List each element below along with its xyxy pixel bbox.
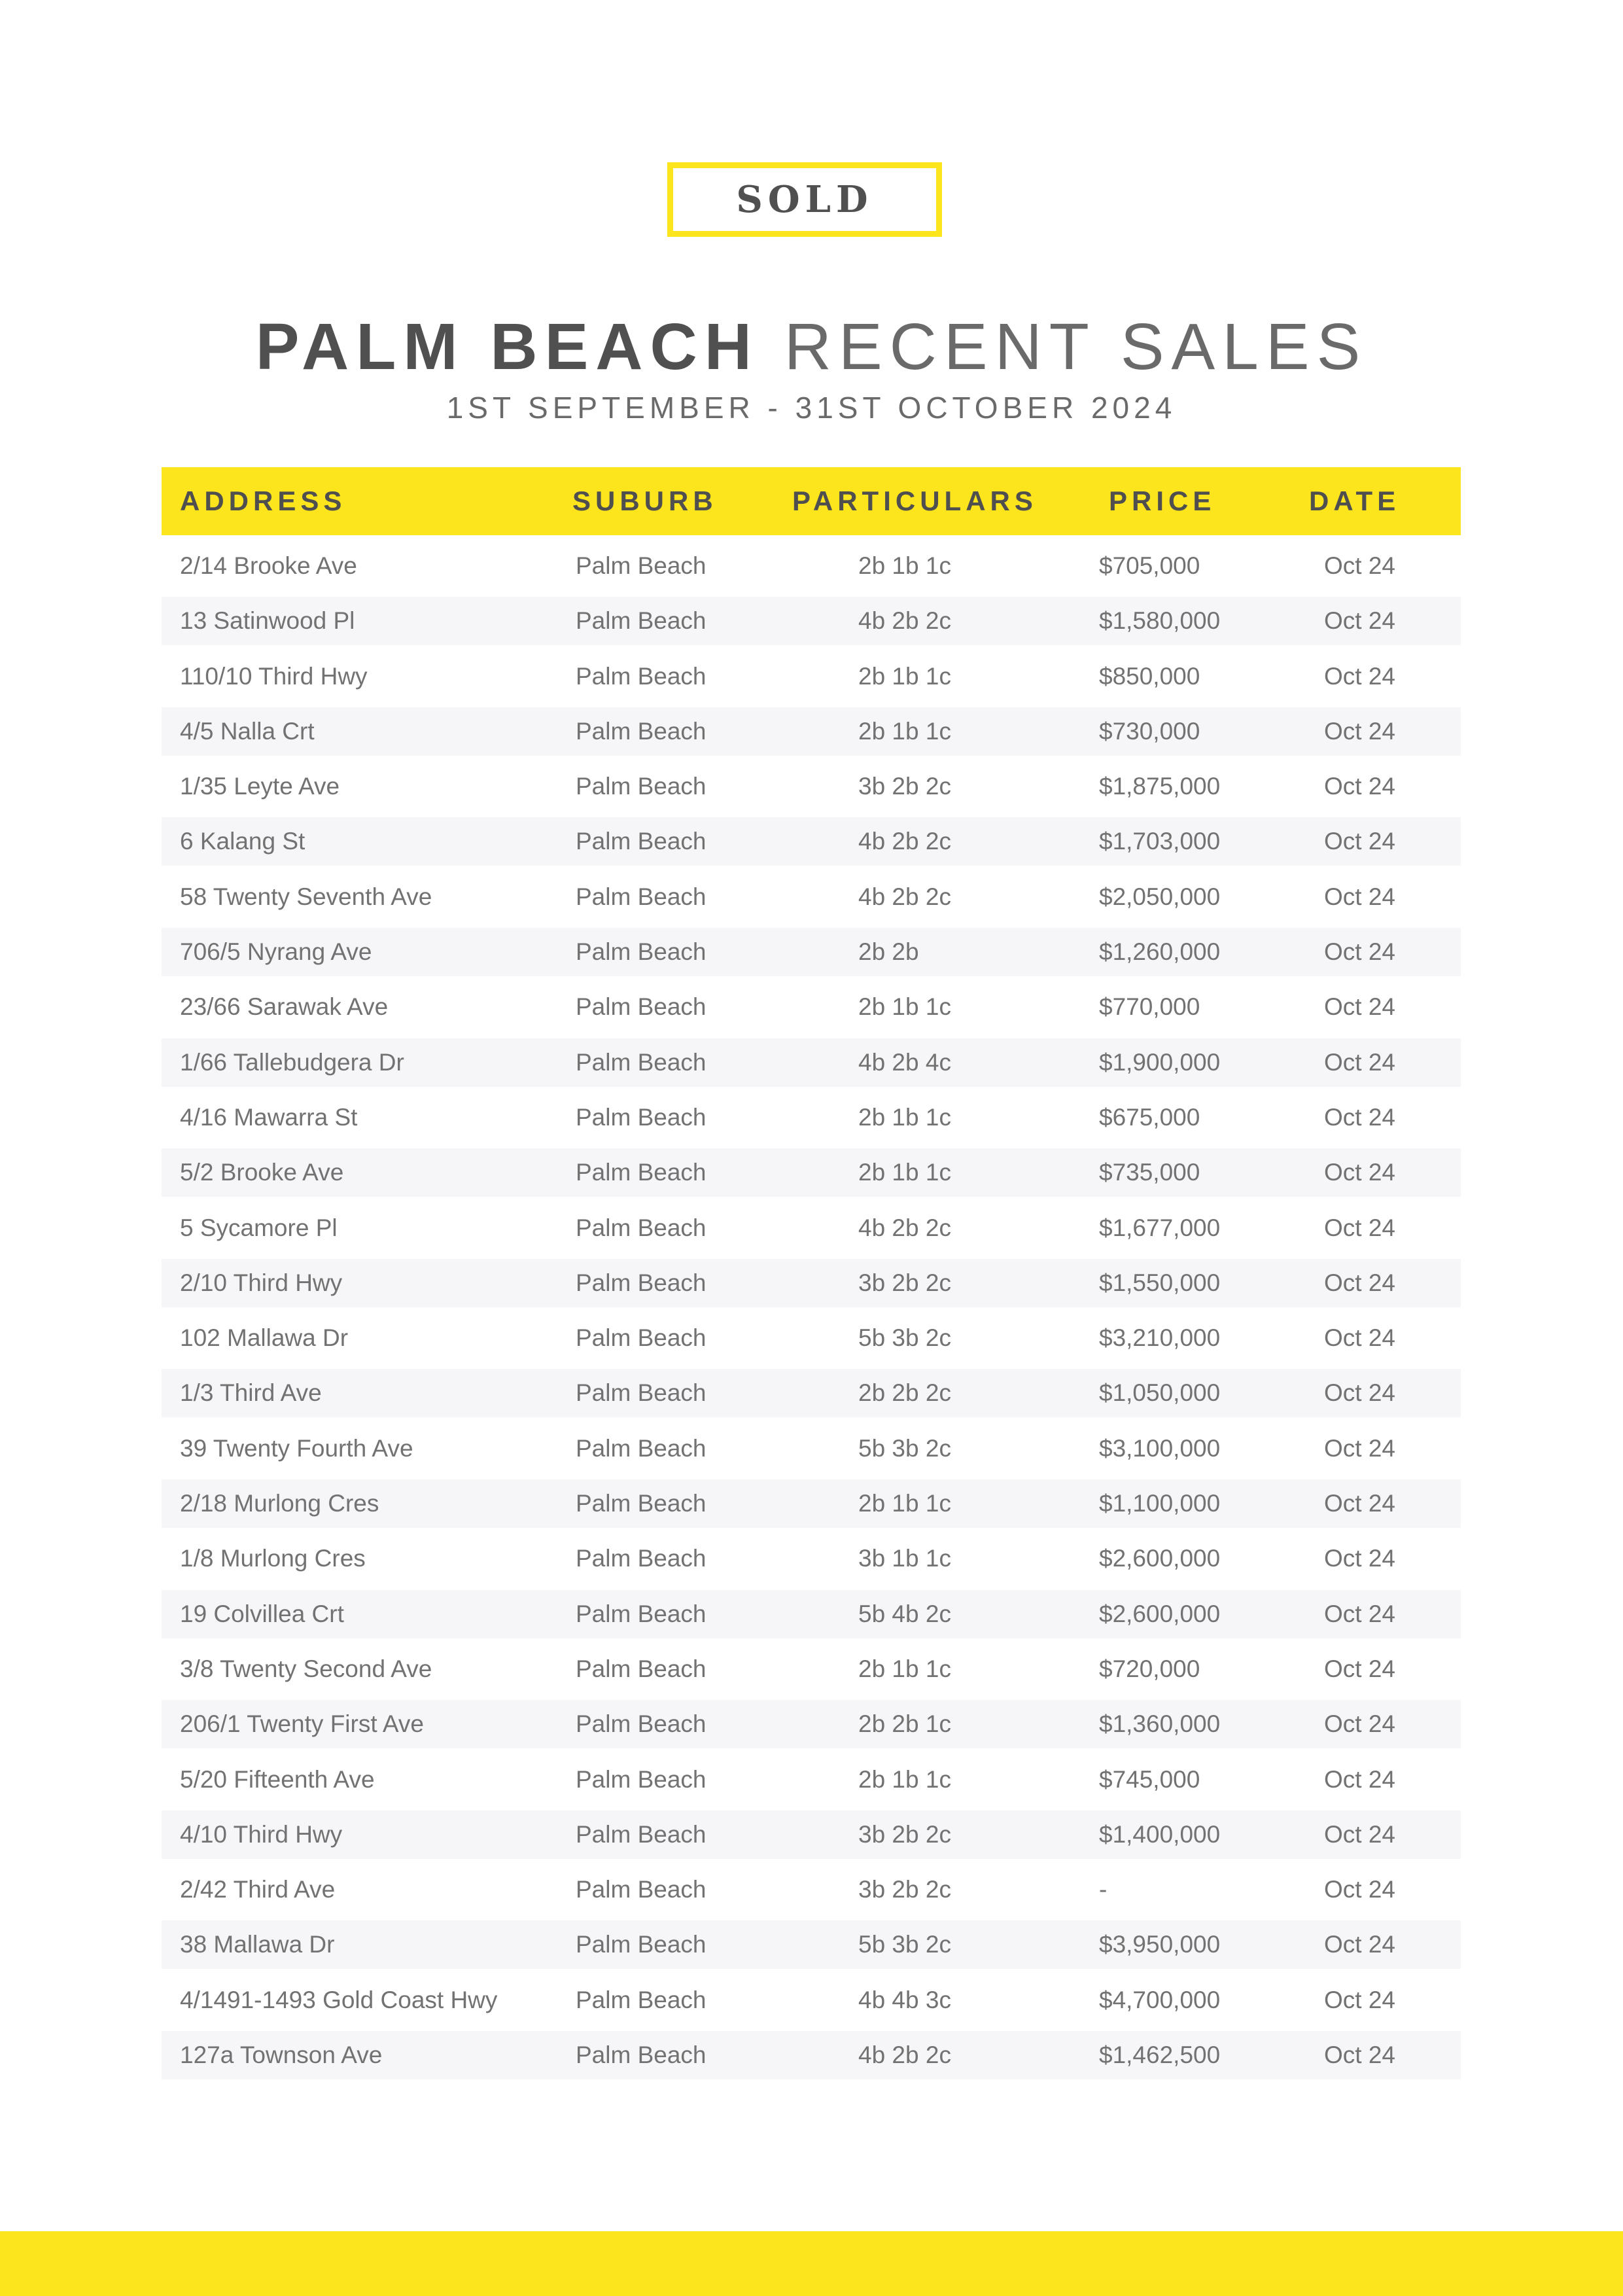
table-row bbox=[162, 762, 1461, 811]
suburb-cell: Palm Beach bbox=[576, 662, 707, 690]
address-cell: 206/1 Twenty First Ave bbox=[180, 1710, 424, 1738]
table-row bbox=[162, 1645, 1461, 1693]
price-cell: $735,000 bbox=[1099, 1159, 1200, 1186]
table-row bbox=[162, 1756, 1461, 1804]
suburb-cell: Palm Beach bbox=[576, 773, 707, 800]
particulars-cell: 2b 1b 1c bbox=[858, 552, 951, 579]
address-cell: 4/5 Nalla Crt bbox=[180, 717, 315, 745]
address-cell: 102 Mallawa Dr bbox=[180, 1324, 349, 1352]
suburb-cell: Palm Beach bbox=[576, 1269, 707, 1296]
header-particulars: PARTICULARS bbox=[792, 486, 1038, 516]
address-cell: 3/8 Twenty Second Ave bbox=[180, 1655, 432, 1682]
date-cell: Oct 24 bbox=[1324, 2041, 1395, 2069]
address-cell: 5/2 Brooke Ave bbox=[180, 1159, 344, 1186]
suburb-cell: Palm Beach bbox=[576, 2041, 707, 2069]
date-cell: Oct 24 bbox=[1324, 717, 1395, 745]
price-cell: - bbox=[1099, 1876, 1108, 1903]
price-cell: $1,580,000 bbox=[1099, 607, 1221, 635]
particulars-cell: 2b 1b 1c bbox=[858, 1490, 951, 1517]
particulars-cell: 4b 2b 2c bbox=[858, 883, 951, 910]
date-cell: Oct 24 bbox=[1324, 1324, 1395, 1352]
sold-badge-label: SOLD bbox=[736, 178, 873, 221]
particulars-cell: 2b 1b 1c bbox=[858, 662, 951, 690]
address-cell: 5/20 Fifteenth Ave bbox=[180, 1765, 375, 1793]
date-cell: Oct 24 bbox=[1324, 1159, 1395, 1186]
suburb-cell: Palm Beach bbox=[576, 1434, 707, 1462]
sold-badge bbox=[667, 162, 942, 237]
suburb-cell: Palm Beach bbox=[576, 1048, 707, 1076]
price-cell: $1,100,000 bbox=[1099, 1490, 1221, 1517]
suburb-cell: Palm Beach bbox=[576, 883, 707, 910]
address-cell: 23/66 Sarawak Ave bbox=[180, 993, 389, 1021]
suburb-cell: Palm Beach bbox=[576, 1655, 707, 1682]
suburb-cell: Palm Beach bbox=[576, 1600, 707, 1627]
address-cell: 2/10 Third Hwy bbox=[180, 1269, 343, 1296]
address-cell: 110/10 Third Hwy bbox=[180, 662, 368, 690]
date-cell: Oct 24 bbox=[1324, 662, 1395, 690]
price-cell: $1,677,000 bbox=[1099, 1214, 1221, 1241]
particulars-cell: 4b 2b 4c bbox=[858, 1048, 951, 1076]
price-cell: $1,260,000 bbox=[1099, 938, 1221, 966]
date-cell: Oct 24 bbox=[1324, 1048, 1395, 1076]
price-cell: $1,400,000 bbox=[1099, 1820, 1221, 1848]
particulars-cell: 2b 1b 1c bbox=[858, 1765, 951, 1793]
table-row bbox=[162, 1424, 1461, 1473]
particulars-cell: 2b 2b 2c bbox=[858, 1379, 951, 1407]
suburb-cell: Palm Beach bbox=[576, 1490, 707, 1517]
table-row bbox=[162, 1865, 1461, 1914]
date-cell: Oct 24 bbox=[1324, 883, 1395, 910]
date-cell: Oct 24 bbox=[1324, 1545, 1395, 1572]
price-cell: $1,462,500 bbox=[1099, 2041, 1221, 2069]
page-title bbox=[0, 308, 1623, 386]
header-date: DATE bbox=[1309, 486, 1401, 516]
suburb-cell: Palm Beach bbox=[576, 1820, 707, 1848]
table-row bbox=[162, 1314, 1461, 1362]
price-cell: $3,210,000 bbox=[1099, 1324, 1221, 1352]
date-cell: Oct 24 bbox=[1324, 1214, 1395, 1241]
particulars-cell: 4b 2b 2c bbox=[858, 607, 951, 635]
particulars-cell: 2b 1b 1c bbox=[858, 1655, 951, 1682]
table-row bbox=[162, 1259, 1461, 1307]
price-cell: $675,000 bbox=[1099, 1103, 1200, 1131]
particulars-cell: 3b 1b 1c bbox=[858, 1545, 951, 1572]
suburb-cell: Palm Beach bbox=[576, 1103, 707, 1131]
address-cell: 1/35 Leyte Ave bbox=[180, 773, 340, 800]
table-row bbox=[162, 1204, 1461, 1252]
suburb-cell: Palm Beach bbox=[576, 1765, 707, 1793]
price-cell: $1,550,000 bbox=[1099, 1269, 1221, 1296]
date-cell: Oct 24 bbox=[1324, 1490, 1395, 1517]
table-row bbox=[162, 817, 1461, 866]
particulars-cell: 2b 2b bbox=[858, 938, 919, 966]
address-cell: 4/16 Mawarra St bbox=[180, 1103, 358, 1131]
table-row bbox=[162, 983, 1461, 1031]
price-cell: $1,360,000 bbox=[1099, 1710, 1221, 1738]
particulars-cell: 2b 2b 1c bbox=[858, 1710, 951, 1738]
table-row bbox=[162, 1810, 1461, 1859]
particulars-cell: 5b 4b 2c bbox=[858, 1600, 951, 1627]
particulars-cell: 2b 1b 1c bbox=[858, 1103, 951, 1131]
particulars-cell: 4b 4b 3c bbox=[858, 1986, 951, 2013]
address-cell: 4/1491-1493 Gold Coast Hwy bbox=[180, 1986, 498, 2013]
date-cell: Oct 24 bbox=[1324, 1434, 1395, 1462]
particulars-cell: 2b 1b 1c bbox=[858, 1159, 951, 1186]
price-cell: $1,050,000 bbox=[1099, 1379, 1221, 1407]
table-row bbox=[162, 873, 1461, 921]
header-address: ADDRESS bbox=[180, 486, 347, 516]
suburb-cell: Palm Beach bbox=[576, 717, 707, 745]
table-row bbox=[162, 1093, 1461, 1142]
date-cell: Oct 24 bbox=[1324, 1379, 1395, 1407]
table-body bbox=[162, 542, 1461, 2079]
address-cell: 5 Sycamore Pl bbox=[180, 1214, 338, 1241]
date-cell: Oct 24 bbox=[1324, 1710, 1395, 1738]
table-row bbox=[162, 1369, 1461, 1417]
price-cell: $2,600,000 bbox=[1099, 1600, 1221, 1627]
particulars-cell: 2b 1b 1c bbox=[858, 993, 951, 1021]
table-row bbox=[162, 1148, 1461, 1197]
address-cell: 1/8 Murlong Cres bbox=[180, 1545, 366, 1572]
table-row bbox=[162, 542, 1461, 590]
table-row bbox=[162, 652, 1461, 701]
price-cell: $3,950,000 bbox=[1099, 1931, 1221, 1958]
suburb-cell: Palm Beach bbox=[576, 993, 707, 1021]
table-row bbox=[162, 707, 1461, 756]
particulars-cell: 3b 2b 2c bbox=[858, 1876, 951, 1903]
address-cell: 6 Kalang St bbox=[180, 828, 305, 855]
particulars-cell: 3b 2b 2c bbox=[858, 773, 951, 800]
date-cell: Oct 24 bbox=[1324, 993, 1395, 1021]
table-row bbox=[162, 1590, 1461, 1638]
suburb-cell: Palm Beach bbox=[576, 1876, 707, 1903]
date-cell: Oct 24 bbox=[1324, 1765, 1395, 1793]
suburb-cell: Palm Beach bbox=[576, 1545, 707, 1572]
address-cell: 127a Townson Ave bbox=[180, 2041, 383, 2069]
address-cell: 2/18 Murlong Cres bbox=[180, 1490, 379, 1517]
price-cell: $730,000 bbox=[1099, 717, 1200, 745]
price-cell: $2,050,000 bbox=[1099, 883, 1221, 910]
particulars-cell: 5b 3b 2c bbox=[858, 1324, 951, 1352]
suburb-cell: Palm Beach bbox=[576, 1214, 707, 1241]
price-cell: $1,900,000 bbox=[1099, 1048, 1221, 1076]
date-cell: Oct 24 bbox=[1324, 552, 1395, 579]
price-cell: $850,000 bbox=[1099, 662, 1200, 690]
suburb-cell: Palm Beach bbox=[576, 1710, 707, 1738]
address-cell: 2/14 Brooke Ave bbox=[180, 552, 357, 579]
price-cell: $4,700,000 bbox=[1099, 1986, 1221, 2013]
table-row bbox=[162, 2031, 1461, 2079]
address-cell: 39 Twenty Fourth Ave bbox=[180, 1434, 413, 1462]
price-cell: $745,000 bbox=[1099, 1765, 1200, 1793]
header-price: PRICE bbox=[1109, 486, 1216, 516]
price-cell: $1,703,000 bbox=[1099, 828, 1221, 855]
table-row bbox=[162, 1038, 1461, 1087]
title-recent-sales: RECENT SALES bbox=[784, 310, 1368, 383]
date-cell: Oct 24 bbox=[1324, 1820, 1395, 1848]
date-cell: Oct 24 bbox=[1324, 1655, 1395, 1682]
price-cell: $1,875,000 bbox=[1099, 773, 1221, 800]
date-cell: Oct 24 bbox=[1324, 773, 1395, 800]
suburb-cell: Palm Beach bbox=[576, 552, 707, 579]
address-cell: 19 Colvillea Crt bbox=[180, 1600, 344, 1627]
address-cell: 706/5 Nyrang Ave bbox=[180, 938, 372, 966]
table-row bbox=[162, 1534, 1461, 1583]
date-cell: Oct 24 bbox=[1324, 607, 1395, 635]
table-row bbox=[162, 597, 1461, 645]
table-row bbox=[162, 928, 1461, 976]
address-cell: 38 Mallawa Dr bbox=[180, 1931, 335, 1958]
address-cell: 2/42 Third Ave bbox=[180, 1876, 336, 1903]
table-row bbox=[162, 1920, 1461, 1969]
suburb-cell: Palm Beach bbox=[576, 1379, 707, 1407]
date-cell: Oct 24 bbox=[1324, 1269, 1395, 1296]
suburb-cell: Palm Beach bbox=[576, 828, 707, 855]
date-cell: Oct 24 bbox=[1324, 938, 1395, 966]
suburb-cell: Palm Beach bbox=[576, 1931, 707, 1958]
price-cell: $705,000 bbox=[1099, 552, 1200, 579]
address-cell: 1/3 Third Ave bbox=[180, 1379, 322, 1407]
date-range-subtitle: 1ST SEPTEMBER - 31ST OCTOBER 2024 bbox=[446, 391, 1177, 425]
particulars-cell: 4b 2b 2c bbox=[858, 1214, 951, 1241]
address-cell: 1/66 Tallebudgera Dr bbox=[180, 1048, 404, 1076]
table-row bbox=[162, 1976, 1461, 2024]
address-cell: 4/10 Third Hwy bbox=[180, 1820, 343, 1848]
date-cell: Oct 24 bbox=[1324, 1986, 1395, 2013]
suburb-cell: Palm Beach bbox=[576, 1986, 707, 2013]
particulars-cell: 5b 3b 2c bbox=[858, 1931, 951, 1958]
price-cell: $3,100,000 bbox=[1099, 1434, 1221, 1462]
particulars-cell: 3b 2b 2c bbox=[858, 1820, 951, 1848]
title-suburb: PALM BEACH bbox=[255, 310, 759, 383]
date-cell: Oct 24 bbox=[1324, 1103, 1395, 1131]
price-cell: $770,000 bbox=[1099, 993, 1200, 1021]
date-cell: Oct 24 bbox=[1324, 1876, 1395, 1903]
table-row bbox=[162, 1700, 1461, 1748]
date-cell: Oct 24 bbox=[1324, 1931, 1395, 1958]
particulars-cell: 4b 2b 2c bbox=[858, 828, 951, 855]
date-cell: Oct 24 bbox=[1324, 1600, 1395, 1627]
particulars-cell: 5b 3b 2c bbox=[858, 1434, 951, 1462]
address-cell: 58 Twenty Seventh Ave bbox=[180, 883, 432, 910]
suburb-cell: Palm Beach bbox=[576, 938, 707, 966]
particulars-cell: 2b 1b 1c bbox=[858, 717, 951, 745]
price-cell: $2,600,000 bbox=[1099, 1545, 1221, 1572]
price-cell: $720,000 bbox=[1099, 1655, 1200, 1682]
table-header bbox=[162, 467, 1461, 535]
date-cell: Oct 24 bbox=[1324, 828, 1395, 855]
suburb-cell: Palm Beach bbox=[576, 1324, 707, 1352]
footer-accent-bar bbox=[0, 2231, 1623, 2296]
particulars-cell: 4b 2b 2c bbox=[858, 2041, 951, 2069]
suburb-cell: Palm Beach bbox=[576, 607, 707, 635]
header-suburb: SUBURB bbox=[572, 486, 718, 516]
sales-table bbox=[162, 467, 1461, 2086]
table-row bbox=[162, 1479, 1461, 1528]
address-cell: 13 Satinwood Pl bbox=[180, 607, 355, 635]
suburb-cell: Palm Beach bbox=[576, 1159, 707, 1186]
particulars-cell: 3b 2b 2c bbox=[858, 1269, 951, 1296]
